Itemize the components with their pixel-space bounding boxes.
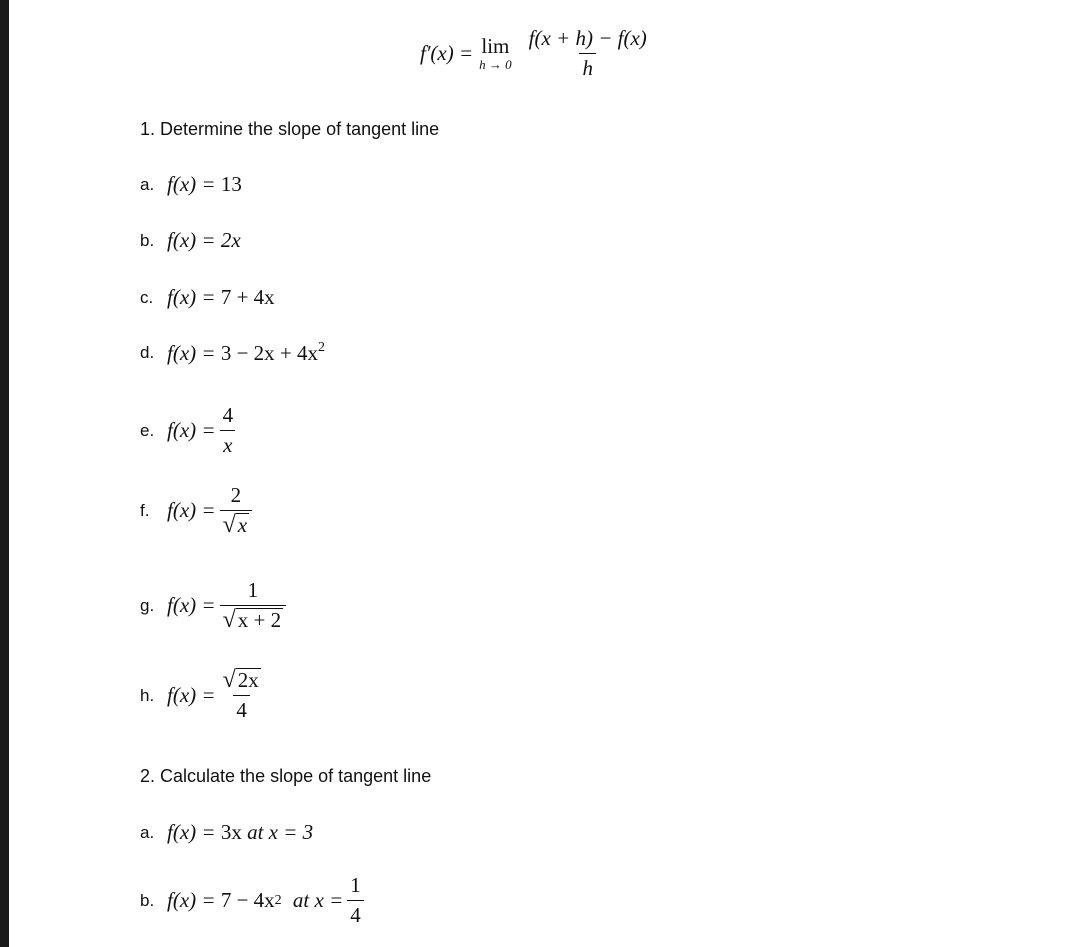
numerator: f(x + h) − f(x) — [528, 26, 647, 50]
denominator: x — [220, 430, 235, 458]
exponent: 2 — [318, 340, 325, 355]
item-label: c. — [140, 287, 154, 307]
definition-lhs: f′(x) = — [420, 41, 474, 65]
item-label: d. — [140, 343, 155, 362]
item-lhs: f(x) = — [167, 683, 216, 708]
item-rhs: 2x — [220, 228, 241, 252]
numerator: 2 — [230, 483, 242, 507]
lim-subscript: h → 0 — [479, 57, 512, 72]
limit — [479, 34, 512, 73]
q2-item-a — [140, 820, 313, 845]
item-lhs: f(x) = — [167, 498, 216, 523]
item-label: e. — [140, 420, 155, 440]
q1-item-d — [140, 340, 325, 366]
numerator: 1 — [247, 578, 259, 602]
item-rhs: 3x — [220, 820, 242, 844]
item-rhs: 7 − 4x — [220, 888, 275, 912]
item-rhs: 7 + 4x — [220, 285, 275, 309]
window-edge — [0, 0, 9, 947]
question-2-heading: 2. Calculate the slope of tangent line — [140, 766, 432, 786]
item-rhs: 3 − 2x + 4x — [220, 341, 318, 365]
radicand: x + 2 — [237, 608, 282, 632]
item-label: a. — [140, 174, 155, 194]
square-root: √ 2x — [222, 667, 259, 694]
condition: x = — [314, 888, 344, 912]
q1-item-f — [140, 483, 256, 538]
item-lhs: f(x) = — [167, 888, 216, 912]
item-lhs: f(x) = — [167, 593, 216, 618]
lim-text: lim — [481, 34, 510, 58]
radicand: x — [237, 513, 248, 537]
at-text: at — [247, 820, 264, 844]
item-label: h. — [140, 685, 155, 705]
q1-item-h — [140, 668, 268, 723]
exponent: 2 — [274, 892, 282, 908]
q2-item-b — [140, 873, 368, 928]
radicand: 2x — [237, 668, 259, 692]
denominator: 4 — [233, 695, 250, 723]
item-label: g. — [140, 595, 155, 615]
item-lhs: f(x) = — [167, 341, 216, 365]
item-lhs: f(x) = — [167, 820, 216, 844]
at-text: at — [292, 888, 310, 912]
denominator: h — [579, 53, 596, 81]
item-label: a. — [140, 822, 155, 842]
item-lhs: f(x) = — [167, 285, 216, 309]
numerator: 1 — [350, 873, 361, 897]
square-root: √ x + 2 — [222, 607, 282, 634]
question-1-heading: 1. Determine the slope of tangent line — [140, 119, 440, 139]
item-label: b. — [140, 230, 155, 250]
numerator: 4 — [222, 403, 234, 427]
q1-item-g — [140, 578, 290, 633]
derivative-definition — [420, 26, 654, 81]
item-lhs: f(x) = — [167, 172, 216, 196]
item-label: b. — [140, 890, 155, 910]
q1-item-a — [140, 172, 242, 197]
difference-quotient — [526, 26, 650, 81]
q1-item-c — [140, 285, 275, 310]
item-lhs: f(x) = — [167, 228, 216, 252]
q1-item-b — [140, 228, 241, 253]
q1-item-e — [140, 403, 240, 458]
denominator: 4 — [347, 900, 364, 928]
square-root: √ x — [222, 512, 248, 539]
item-lhs: f(x) = — [167, 418, 216, 442]
item-rhs: 13 — [220, 172, 242, 196]
condition: x = 3 — [268, 820, 314, 844]
item-label: f. — [140, 500, 150, 520]
